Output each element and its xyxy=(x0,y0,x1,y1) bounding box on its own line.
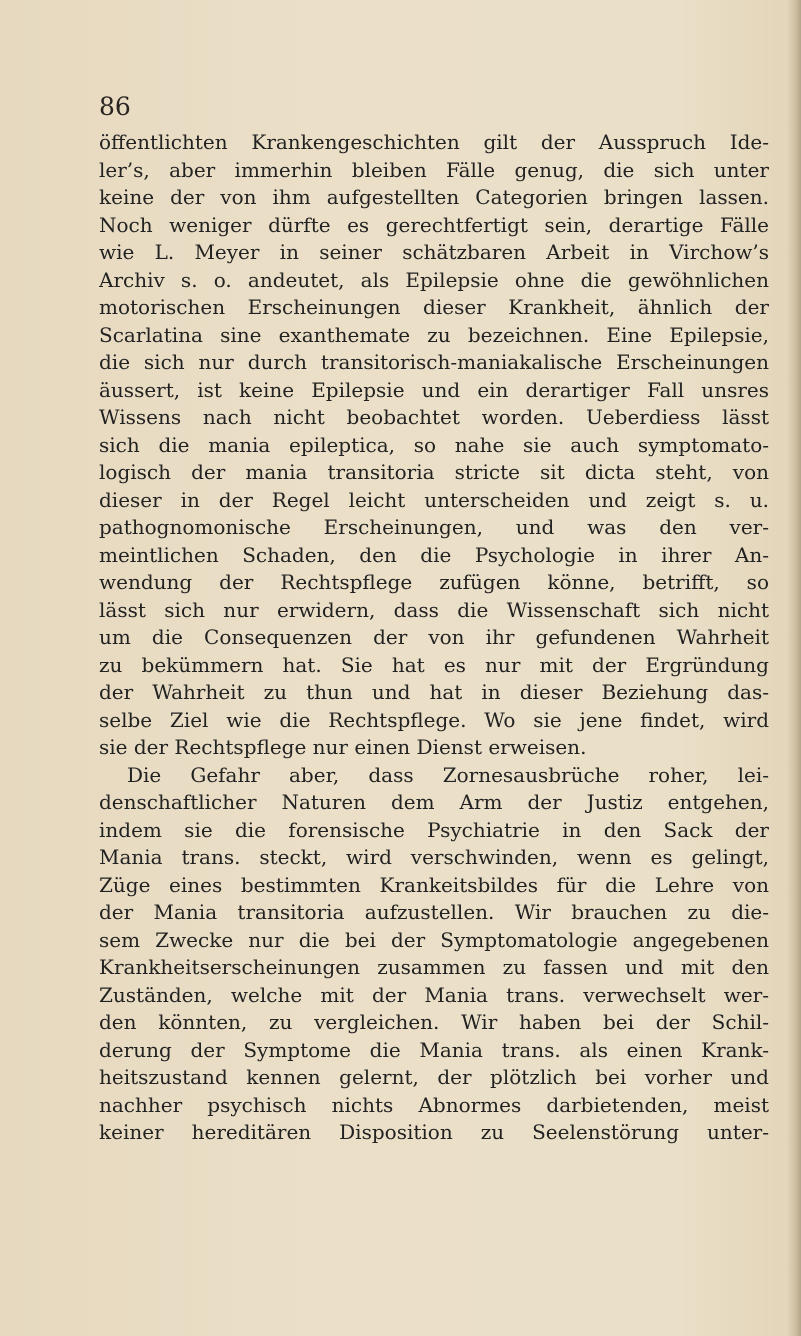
text-line: meintlichen Schaden, den die Psychologie in ihrer An- xyxy=(99,542,769,567)
text-line: indem sie die forensische Psychiatrie in den Sack der xyxy=(99,817,769,842)
text-line: Wissens nach nicht beobachtet worden. Ueberdiess lässt xyxy=(99,405,769,429)
text-line: pathognomonische Erscheinungen, und was den ver- xyxy=(99,515,769,539)
text-line: keine der von ihm aufgestellten Categorien bringen lassen. xyxy=(99,185,769,209)
page-edge-shadow xyxy=(787,0,801,1336)
text-line: motorischen Erscheinungen dieser Krankheit, ähnlich der xyxy=(99,295,769,319)
text-line: Archiv s. o. andeutet, als Epilepsie ohne die gewöhnlichen xyxy=(99,267,769,292)
text-line: öffentlichten Krankengeschichten gilt der Ausspruch Ide- xyxy=(99,130,769,154)
text-line: selbe Ziel wie die Rechtspflege. Wo sie jene findet, wird xyxy=(99,707,769,732)
text-line: sie der Rechtspflege nur einen Dienst erweisen. xyxy=(99,735,587,759)
text-line: lässt sich nur erwidern, dass die Wissenschaft sich nicht xyxy=(99,597,769,622)
text-line: sich die mania epileptica, so nahe sie auch symptomato- xyxy=(99,432,769,457)
text-line: ler’s, aber immerhin bleiben Fälle genug, die sich unter xyxy=(99,157,769,182)
text-line: die sich nur durch transitorisch-maniakalische Erscheinungen xyxy=(99,350,769,374)
text-line: Mania trans. steckt, wird verschwinden, wenn es gelingt, xyxy=(99,845,769,869)
body-text xyxy=(99,129,769,1147)
text-line: der Wahrheit zu thun und hat in dieser Beziehung das- xyxy=(99,680,769,704)
text-line: heitszustand kennen gelernt, der plötzlich bei vorher und xyxy=(99,1065,769,1089)
text-line: zu bekümmern hat. Sie hat es nur mit der Ergründung xyxy=(99,652,769,677)
text-line: nachher psychisch nichts Abnormes darbietenden, meist xyxy=(99,1092,769,1117)
text-line: denschaftlicher Naturen dem Arm der Justiz entgehen, xyxy=(99,790,769,814)
text-line: der Mania transitoria aufzustellen. Wir brauchen zu die- xyxy=(99,900,769,924)
text-line: logisch der mania transitoria stricte sit dicta steht, von xyxy=(99,460,769,484)
text-line: Scarlatina sine exanthemate zu bezeichnen. Eine Epilepsie, xyxy=(99,322,769,347)
text-line: Krankheitserscheinungen zusammen zu fassen und mit den xyxy=(99,955,769,979)
text-line: um die Consequenzen der von ihr gefundenen Wahrheit xyxy=(99,625,769,649)
text-line: Züge eines bestimmten Krankeitsbildes für die Lehre von xyxy=(99,872,769,897)
text-line: Zuständen, welche mit der Mania trans. verwechselt wer- xyxy=(99,982,769,1007)
text-line: den könnten, zu vergleichen. Wir haben bei der Schil- xyxy=(99,1010,769,1034)
text-line: derung der Symptome die Mania trans. als einen Krank- xyxy=(99,1037,769,1062)
page-number: 86 xyxy=(99,92,131,121)
text-line: Die Gefahr aber, dass Zornesausbrüche roher, lei- xyxy=(127,762,769,787)
text-line: Noch weniger dürfte es gerechtfertigt sein, derartige Fälle xyxy=(99,212,769,237)
text-line: dieser in der Regel leicht unterscheiden und zeigt s. u. xyxy=(99,487,769,512)
text-line: wie L. Meyer in seiner schätzbaren Arbeit in Virchow’s xyxy=(99,240,769,264)
text-line: äussert, ist keine Epilepsie und ein derartiger Fall unsres xyxy=(99,377,769,402)
text-line: wendung der Rechtspflege zufügen könne, betrifft, so xyxy=(99,570,769,594)
text-line: sem Zwecke nur die bei der Symptomatologie angegebenen xyxy=(99,927,769,952)
text-line: keiner hereditären Disposition zu Seelenstörung unter- xyxy=(99,1120,769,1144)
